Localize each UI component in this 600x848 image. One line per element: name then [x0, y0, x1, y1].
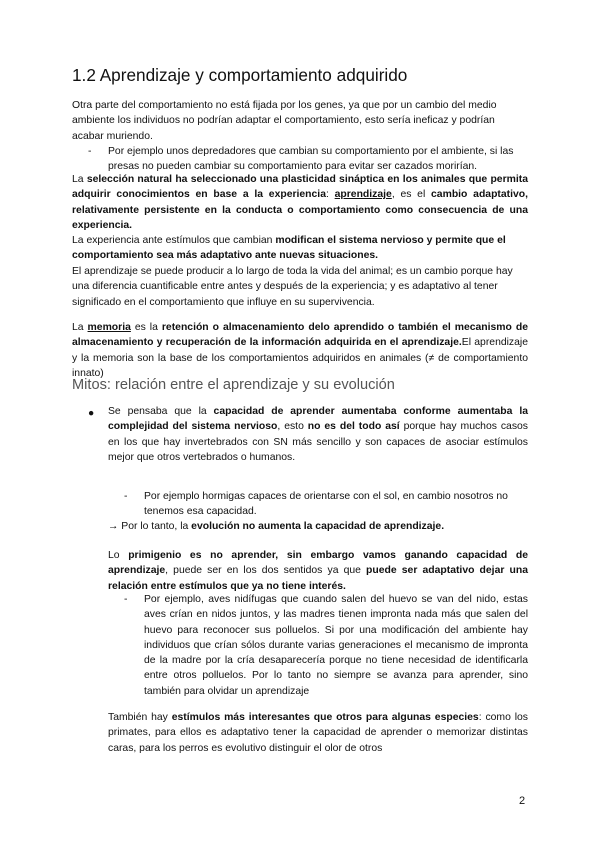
- bullet-item-myth: [108, 404, 528, 465]
- dash-item-text: Por ejemplo unos depredadores que cambian su comportamiento por el ambiente, si las presas no pueden cambiar su comportamiento para evitar ser cazados morirían.: [108, 146, 514, 173]
- text-run: , esto: [277, 421, 308, 433]
- text-run: → Por lo tanto, la: [108, 521, 192, 532]
- text-run: es la: [130, 322, 162, 333]
- bullet-icon: ●: [88, 408, 95, 419]
- text-run: , puede ser en los dos sentidos ya que: [165, 565, 367, 577]
- text-run: El aprendizaje se puede producir a lo largo de toda la vida del animal; es un cambio porque hay una diferencia cuantificable entre antes y después de la experiencia; y es adaptativo al tener significado en el comportamiento que influye en su supervivencia.: [72, 266, 513, 308]
- paragraph-memory: [72, 320, 528, 381]
- paragraph-intro-text: Otra parte del comportamiento no está fijada por los genes, ya que por un cambio del medio ambiente los individuos no podrían adaptar el comportamiento, esto sería ineficaz y podrían acabar muriendo.: [72, 100, 497, 142]
- bold-run: modifican el sistema nervioso y permite que el comportamiento sea más adaptativo ante nuevas situaciones.: [72, 235, 506, 262]
- text-run: :: [325, 189, 335, 201]
- text-run: , es el: [391, 189, 432, 201]
- bold-run: estímulos más interesantes que otros para algunas especies: [171, 712, 479, 723]
- bold-run: cambio adaptativo, relativamente persistente en la conducta o comportamiento como consecuencia de una experiencia.: [72, 189, 529, 231]
- paragraph-primigenio: [108, 548, 528, 594]
- dash-item-text: Por ejemplo, aves nidífugas que cuando salen del huevo se van del nido, estas aves crían en nidos juntos, y las madres tienen impronta nada más que salen del huevo para reconocer sus polluelos. Si por una modificación del ambiente hay individuos que crían sólos durante varias generaciones el mecanismo de impronta de la madre por la cría desaparecería porque no tiene necesidad de identificarla entre otros polluelos. Por lo tanto no siempre se avanza para aprender, sino también para olvidar un aprendizaje: [144, 594, 528, 697]
- bold-run: capacidad de aprender aumentaba conforme aumentaba la complejidad del sistema nervioso: [108, 406, 528, 433]
- bold-run: retención o almacenamiento delo aprendido o también el mecanismo de almacenamiento y recuperación de la información adquirida en el aprendizaje.: [72, 322, 528, 349]
- bold-run: puede ser adaptativo dejar una relación entre estímulos que ya no tiene interés.: [108, 565, 528, 592]
- bold-run: selección natural ha seleccionado una plasticidad sináptica en los animales que permita adquirir conocimientos en base a la experiencia: [72, 174, 528, 201]
- page-number: 2: [519, 795, 526, 807]
- text-run: Se pensaba que la: [108, 406, 214, 417]
- text-run: La experiencia ante estímulos que cambian: [72, 235, 276, 246]
- text-run: La: [72, 322, 88, 333]
- bold-run: evolución no aumenta la capacidad de aprendizaje.: [191, 521, 445, 532]
- dash-item-text: Por ejemplo hormigas capaces de orientarse con el sol, en cambio nosotros no tenemos esa capacidad.: [144, 491, 508, 518]
- text-run: El aprendizaje y la memoria son la base de los comportamientos adquiridos en animales (≠ de comportamiento innato): [72, 337, 528, 379]
- paragraph-learning-lifetime: [72, 264, 528, 310]
- paragraph-learning-definition: [72, 172, 528, 233]
- paragraph-stimuli: [108, 710, 528, 756]
- term-aprendizaje: aprendizaje: [334, 189, 392, 201]
- section-heading: 1.2 Aprendizaje y comportamiento adquirido: [72, 65, 408, 85]
- text-run: porque hay muchos casos en los que hay invertebrados con SN más sencillo y son capaces de asociar estímulos mejor que otros vertebrados o humanos.: [108, 421, 528, 463]
- subsection-heading: Mitos: relación entre el aprendizaje y su evolución: [72, 377, 395, 393]
- text-run: La: [72, 174, 87, 185]
- bold-run: no es del todo así: [307, 421, 400, 433]
- term-memoria: memoria: [87, 322, 131, 333]
- dash-bullet: -: [124, 594, 128, 605]
- dash-bullet: -: [124, 491, 128, 502]
- text-run: Lo: [108, 550, 129, 561]
- bold-run: primigenio es no aprender, sin embargo vamos ganando capacidad de aprendizaje: [108, 550, 528, 577]
- text-run: También hay: [108, 712, 172, 723]
- paragraph-intro: [72, 98, 528, 144]
- dash-bullet: -: [88, 146, 92, 157]
- conclusion-line: [108, 519, 528, 534]
- paragraph-experience: [72, 233, 528, 264]
- text-run: : como los primates, para ellos es adaptativo tener la capacidad de aprender o memorizar distintas caras, para los perros es evolutivo distinguir el olor de otros: [108, 712, 528, 754]
